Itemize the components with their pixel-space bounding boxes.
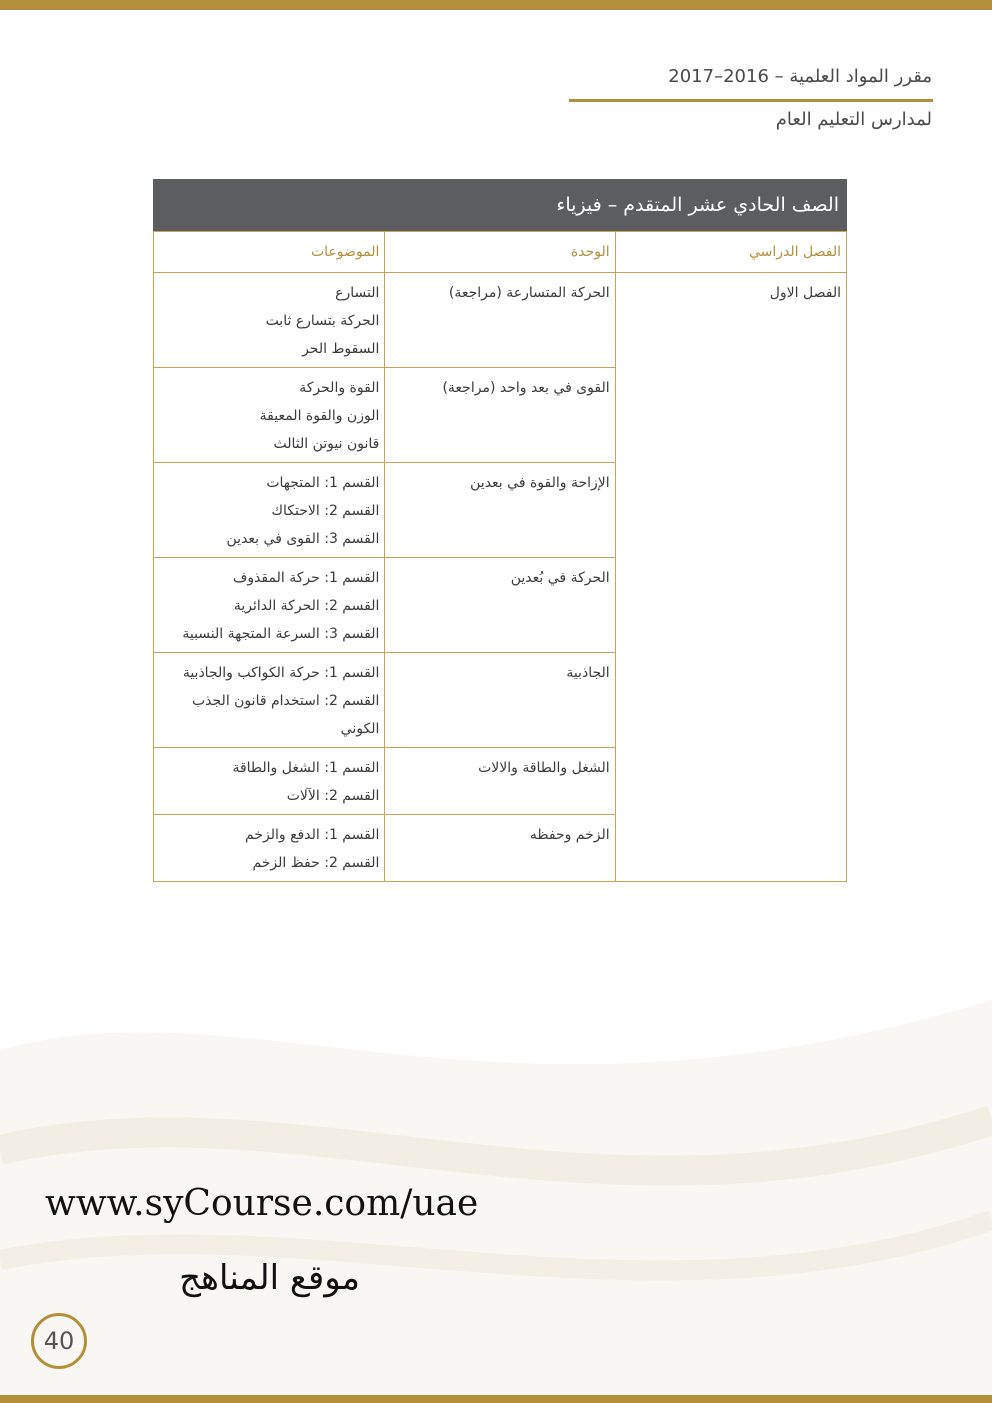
topics-cell [154,558,385,653]
unit-cell: الجاذبية [385,653,615,748]
topic-line: السقوط الحر [302,341,380,357]
semester-cell: الفصل الاول [615,273,846,882]
table-title: الصف الحادي عشر المتقدم – فيزياء [153,179,847,231]
curriculum-table [153,179,847,882]
table-header-row [154,232,847,273]
topic-line: القسم 3: القوى في بعدين [226,531,380,547]
topics-cell [154,368,385,463]
topic-line: القسم 1: الدفع والزخم [245,827,380,843]
topic-line: القسم 1: الشغل والطاقة [232,760,380,776]
topics-cell [154,463,385,558]
topic-line: القسم 1: حركة الكواكب والجاذبية [182,665,380,681]
topic-line: قانون نيوتن الثالث [273,436,380,452]
unit-cell: الزخم وحفظه [385,815,615,882]
header-divider [569,99,933,102]
col-header-semester: الفصل الدراسي [615,232,846,273]
page-number-badge: 40 [31,1313,87,1369]
unit-cell: الشغل والطاقة والالات [385,748,615,815]
topic-line: القسم 2: استخدام قانون الجذب الكوني [191,693,380,737]
topic-line: التسارع [335,285,380,301]
topic-line: القوة والحركة [299,380,380,396]
topic-line: الحركة بتسارع ثابت [265,313,380,329]
unit-cell: الإزاحة والقوة في بعدين [385,463,615,558]
header-schools: لمدارس التعليم العام [775,109,932,130]
bottom-border-bar [0,1395,992,1403]
col-header-topics: الموضوعات [154,232,385,273]
topic-line: القسم 1: حركة المقذوف [232,570,380,586]
topic-line: القسم 2: الاحتكاك [271,503,380,519]
topic-line: القسم 2: حفظ الزخم [252,855,380,871]
website-url: www.syCourse.com/uae [45,1183,479,1224]
site-name: موقع المناهج [179,1258,360,1298]
topics-cell [154,815,385,882]
topic-line: القسم 2: الحركة الدائرية [233,598,380,614]
topics-cell [154,653,385,748]
topic-line: القسم 3: السرعة المتجهة النسبية [182,626,380,642]
topic-line: القسم 1: المتجهات [266,475,380,491]
topics-cell [154,273,385,368]
topics-cell [154,748,385,815]
topic-line: القسم 2: الآلات [286,788,380,804]
col-header-unit: الوحدة [385,232,615,273]
table-row [154,273,847,368]
unit-cell: الحركة المتسارعة (مراجعة) [385,273,615,368]
unit-cell: الحركة في بُعدين [385,558,615,653]
header-course-title: مقرر المواد العلمية – 2016–2017 [668,66,932,87]
topic-line: الوزن والقوة المعيقة [259,408,380,424]
unit-cell: القوى في بعد واحد (مراجعة) [385,368,615,463]
curriculum-grid [153,231,847,882]
